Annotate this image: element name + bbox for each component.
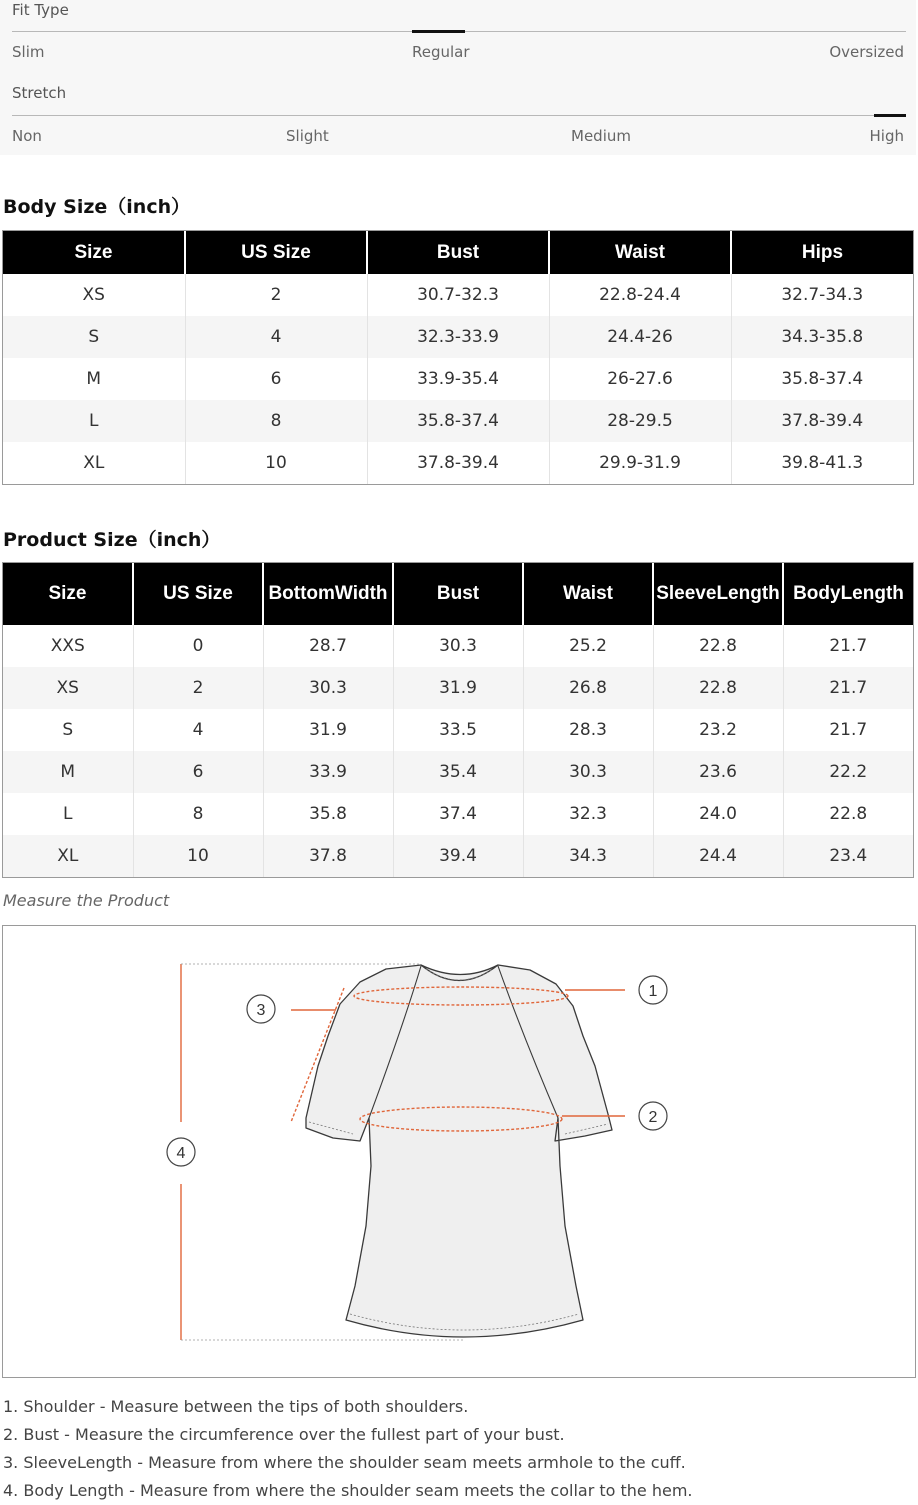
fit-type-label-slim: Slim (12, 43, 45, 61)
cell-us-size: 0 (133, 625, 263, 667)
cell-waist: 24.4-26 (549, 316, 731, 358)
cell-size: M (3, 751, 133, 793)
cell-waist: 32.3 (523, 793, 653, 835)
cell-size: XL (3, 835, 133, 877)
table-row (3, 442, 913, 484)
cell-sleeve-length: 22.8 (653, 625, 783, 667)
note-shoulder: 1. Shoulder - Measure between the tips of both shoulders. (3, 1397, 469, 1416)
product-size-table (2, 562, 914, 878)
stretch-label-non: Non (12, 127, 42, 145)
header-body-length: BodyLength (783, 563, 913, 625)
header-size: Size (3, 563, 133, 625)
table-row (3, 274, 913, 316)
cell-us-size: 4 (133, 709, 263, 751)
cell-bust: 30.3 (393, 625, 523, 667)
header-sleeve-length: SleeveLength (653, 563, 783, 625)
header-bust: Bust (367, 231, 549, 274)
note-sleeve-length: 3. SleeveLength - Measure from where the shoulder seam meets armhole to the cuff. (3, 1453, 686, 1472)
fit-type-marker (412, 30, 465, 33)
stretch-title: Stretch (12, 84, 67, 102)
cell-bust: 35.8-37.4 (367, 400, 549, 442)
cell-hips: 39.8-41.3 (781, 453, 864, 473)
cell-size: XS (3, 274, 185, 316)
cell-hips: 32.7-34.3 (781, 285, 864, 305)
cell-waist: 26.8 (523, 667, 653, 709)
cell-sleeve-length: 23.2 (653, 709, 783, 751)
cell-size: S (3, 316, 185, 358)
cell-bust: 37.8-39.4 (367, 442, 549, 484)
stretch-label-high: High (869, 127, 904, 145)
stretch-label-medium: Medium (571, 127, 631, 145)
cell-sleeve-length: 24.4 (653, 835, 783, 877)
cell-waist: 26-27.6 (549, 358, 731, 400)
fit-type-title: Fit Type (12, 1, 69, 19)
cell-us-size: 6 (185, 358, 367, 400)
cell-bust: 32.3-33.9 (367, 316, 549, 358)
note-body-length: 4. Body Length - Measure from where the shoulder seam meets the collar to the hem. (3, 1481, 693, 1500)
header-us-size: US Size (133, 563, 263, 625)
marker-4 (167, 1138, 195, 1166)
cell-waist: 28.3 (523, 709, 653, 751)
cell-waist: 28-29.5 (549, 400, 731, 442)
tshirt-illustration (3, 926, 915, 1377)
marker-3 (247, 995, 275, 1023)
stretch-track (12, 115, 906, 116)
marker-1 (639, 976, 667, 1004)
cell-us-size: 6 (133, 751, 263, 793)
cell-body-length: 21.7 (829, 636, 868, 656)
cell-hips: 35.8-37.4 (781, 369, 864, 389)
measure-caption: Measure the Product (3, 891, 170, 910)
cell-bust: 39.4 (393, 835, 523, 877)
cell-size: XL (3, 442, 185, 484)
cell-bust: 33.5 (393, 709, 523, 751)
cell-size: XS (3, 667, 133, 709)
marker-1-label: 1 (648, 983, 658, 1000)
cell-hips: 34.3-35.8 (731, 316, 913, 358)
cell-bottom-width: 37.8 (263, 835, 393, 877)
fit-stretch-panel (0, 0, 916, 155)
cell-waist: 34.3 (523, 835, 653, 877)
measure-diagram (2, 925, 916, 1378)
cell-size: M (3, 358, 185, 400)
cell-us-size: 4 (185, 316, 367, 358)
marker-2-label: 2 (648, 1109, 658, 1126)
cell-sleeve-length: 22.8 (653, 667, 783, 709)
fit-type-label-oversized: Oversized (829, 43, 904, 61)
cell-bust: 33.9-35.4 (367, 358, 549, 400)
cell-hips: 37.8-39.4 (731, 400, 913, 442)
header-waist: Waist (523, 563, 653, 625)
table-row (3, 793, 913, 835)
stretch-marker (874, 114, 906, 117)
cell-bust: 31.9 (393, 667, 523, 709)
cell-waist: 30.3 (523, 751, 653, 793)
measure-notes (3, 1393, 693, 1505)
cell-body-length: 22.2 (783, 751, 913, 793)
cell-size: XXS (3, 625, 133, 667)
cell-us-size: 8 (185, 400, 367, 442)
table-row (3, 400, 913, 442)
header-us-size: US Size (185, 231, 367, 274)
cell-waist: 22.8-24.4 (549, 274, 731, 316)
marker-2 (639, 1102, 667, 1130)
note-bust: 2. Bust - Measure the circumference over the fullest part of your bust. (3, 1425, 565, 1444)
body-size-title: Body Size（inch） (3, 196, 191, 218)
cell-waist: 29.9-31.9 (549, 442, 731, 484)
header-bottom-width: BottomWidth (263, 563, 393, 625)
header-bust: Bust (393, 563, 523, 625)
product-size-title: Product Size（inch） (3, 529, 221, 551)
cell-waist: 25.2 (523, 625, 653, 667)
marker-4-label: 4 (176, 1145, 186, 1162)
cell-bottom-width: 31.9 (263, 709, 393, 751)
cell-body-length: 21.7 (783, 667, 913, 709)
cell-us-size: 10 (133, 835, 263, 877)
cell-bottom-width: 33.9 (263, 751, 393, 793)
marker-3-label: 3 (256, 1002, 266, 1019)
cell-body-length: 21.7 (829, 720, 868, 740)
cell-bust: 30.7-32.3 (367, 274, 549, 316)
table-row (3, 625, 913, 667)
table-row (3, 667, 913, 709)
cell-size: L (3, 793, 133, 835)
cell-us-size: 10 (185, 442, 367, 484)
table-header-row (3, 231, 913, 274)
header-size: Size (3, 231, 185, 274)
header-waist: Waist (549, 231, 731, 274)
cell-us-size: 2 (133, 667, 263, 709)
cell-bust: 35.4 (393, 751, 523, 793)
table-header-row (3, 563, 913, 625)
cell-bottom-width: 28.7 (263, 625, 393, 667)
cell-size: S (3, 709, 133, 751)
table-row (3, 835, 913, 877)
table-row (3, 751, 913, 793)
cell-us-size: 8 (133, 793, 263, 835)
cell-us-size: 2 (185, 274, 367, 316)
cell-bottom-width: 35.8 (263, 793, 393, 835)
cell-size: L (3, 400, 185, 442)
header-hips: Hips (731, 231, 913, 274)
cell-sleeve-length: 24.0 (653, 793, 783, 835)
cell-bottom-width: 30.3 (263, 667, 393, 709)
cell-sleeve-length: 23.6 (653, 751, 783, 793)
table-row (3, 709, 913, 751)
table-row (3, 358, 913, 400)
cell-body-length: 22.8 (829, 804, 868, 824)
table-row (3, 316, 913, 358)
body-size-table (2, 230, 914, 485)
tshirt-outline (306, 965, 612, 1337)
stretch-label-slight: Slight (286, 127, 329, 145)
cell-body-length: 23.4 (783, 835, 913, 877)
fit-type-label-regular: Regular (412, 43, 470, 61)
cell-bust: 37.4 (393, 793, 523, 835)
